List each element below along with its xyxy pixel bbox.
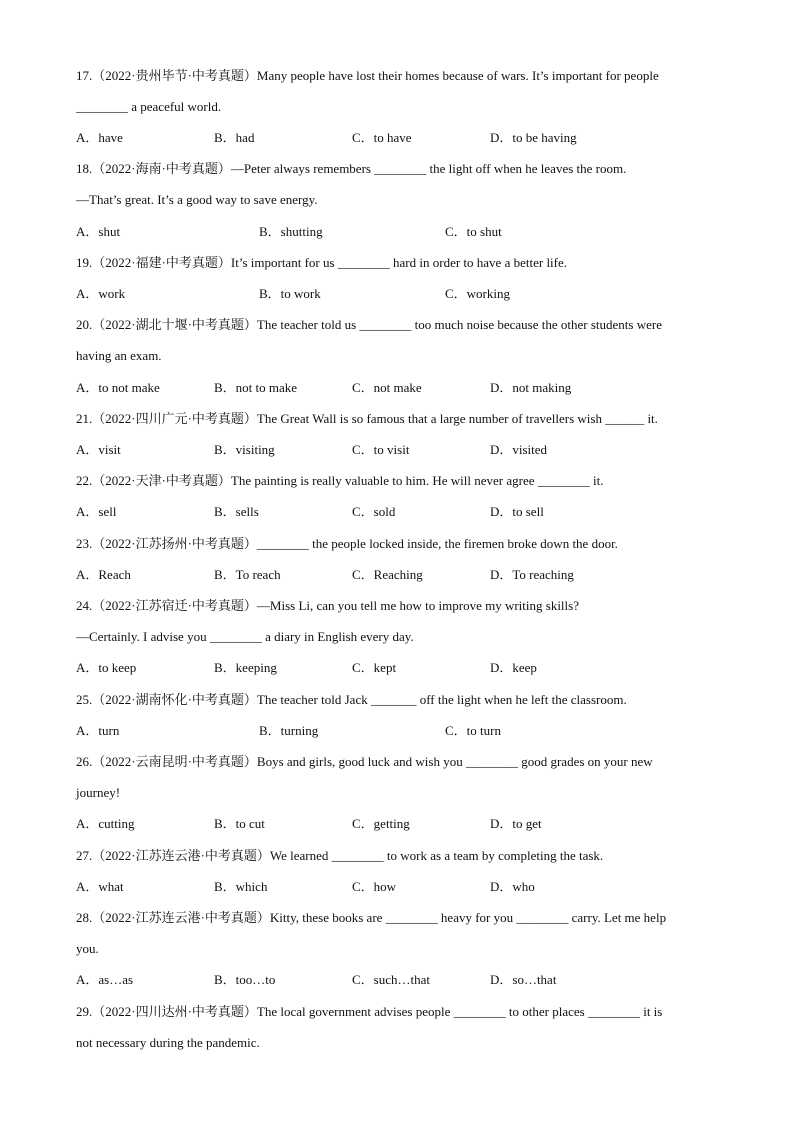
question-28-option-d: D．so…that xyxy=(490,972,557,987)
question-25-option-a: A．turn xyxy=(76,723,120,738)
question-24-option-d: D．keep xyxy=(490,660,537,675)
question-18-option-b: B．shutting xyxy=(259,224,323,239)
question-23-option-c: C．Reaching xyxy=(352,567,423,582)
question-27-option-d: D．who xyxy=(490,879,535,894)
question-28-option-c: C．such…that xyxy=(352,972,430,987)
question-18-option-c: C．to shut xyxy=(445,224,502,239)
question-18-stem-line-2: —That’s great. It’s a good way to save energy. xyxy=(76,192,318,207)
question-22-option-a: A．sell xyxy=(76,504,117,519)
question-21-option-d: D．visited xyxy=(490,442,548,457)
question-22-option-d: D．to sell xyxy=(490,504,544,519)
question-23-option-b: B．To reach xyxy=(214,567,281,582)
question-24-option-b: B．keeping xyxy=(214,660,277,675)
question-26-stem-line-1: 26.（2022·云南昆明·中考真题）Boys and girls, good luck and wish you ________ good grades on your new xyxy=(76,754,653,769)
question-20-option-b: B．not to make xyxy=(214,380,298,395)
question-21-option-b: B．visiting xyxy=(214,442,275,457)
question-25-stem-line-1: 25.（2022·湖南怀化·中考真题）The teacher told Jack _______ off the light when he left the classroom. xyxy=(76,692,627,707)
question-17-option-a: A．have xyxy=(76,130,123,145)
question-23-option-a: A．Reach xyxy=(76,567,131,582)
question-26-option-b: B．to cut xyxy=(214,816,265,831)
question-21-option-c: C．to visit xyxy=(352,442,410,457)
question-19-stem-line-1: 19.（2022·福建·中考真题）It’s important for us ________ hard in order to have a better life. xyxy=(76,255,568,270)
question-26-option-d: D．to get xyxy=(490,816,542,831)
question-17-stem-line-1: 17.（2022·贵州毕节·中考真题）Many people have lost their homes because of wars. It’s important for people xyxy=(76,68,659,83)
question-24-stem-line-1: 24.（2022·江苏宿迁·中考真题）—Miss Li, can you tell me how to improve my writing skills? xyxy=(76,598,579,613)
question-27-option-c: C．how xyxy=(352,879,397,894)
question-17-stem-line-2: ________ a peaceful world. xyxy=(76,99,222,114)
question-22-option-c: C．sold xyxy=(352,504,396,519)
question-25-option-c: C．to turn xyxy=(445,723,501,738)
question-28-option-a: A．as…as xyxy=(76,972,134,987)
question-22-stem-line-1: 22.（2022·天津·中考真题）The painting is really valuable to him. He will never agree ________ it. xyxy=(76,473,604,488)
question-22-option-b: B．sells xyxy=(214,504,259,519)
question-27-option-b: B．which xyxy=(214,879,268,894)
question-21-option-a: A．visit xyxy=(76,442,121,457)
question-28-stem-line-1: 28.（2022·江苏连云港·中考真题）Kitty, these books are ________ heavy for you ________ carry. Let me help xyxy=(76,910,667,925)
question-20-option-a: A．to not make xyxy=(76,380,160,395)
question-24-option-c: C．kept xyxy=(352,660,397,675)
question-19-option-c: C．working xyxy=(445,286,511,301)
question-29-stem-line-1: 29.（2022·四川达州·中考真题）The local government advises people ________ to other places ________ it is xyxy=(76,1004,663,1019)
question-20-option-d: D．not making xyxy=(490,380,572,395)
question-28-option-b: B．too…to xyxy=(214,972,276,987)
question-26-option-a: A．cutting xyxy=(76,816,135,831)
question-24-option-a: A．to keep xyxy=(76,660,137,675)
question-25-option-b: B．turning xyxy=(259,723,319,738)
question-18-option-a: A．shut xyxy=(76,224,121,239)
question-17-option-d: D．to be having xyxy=(490,130,577,145)
question-18-stem-line-1: 18.（2022·海南·中考真题）—Peter always remembers ________ the light off when he leaves the room. xyxy=(76,161,627,176)
question-26-stem-line-2: journey! xyxy=(76,785,121,800)
question-19-option-a: A．work xyxy=(76,286,126,301)
question-28-stem-line-2: you. xyxy=(76,941,99,956)
question-17-option-b: B．had xyxy=(214,130,255,145)
question-21-stem-line-1: 21.（2022·四川广元·中考真题）The Great Wall is so famous that a large number of travellers wish ______ it. xyxy=(76,411,658,426)
question-23-stem-line-1: 23.（2022·江苏扬州·中考真题）________ the people locked inside, the firemen broke down the door. xyxy=(76,536,618,551)
question-20-stem-line-1: 20.（2022·湖北十堰·中考真题）The teacher told us ________ too much noise because the other students were xyxy=(76,317,662,332)
question-20-option-c: C．not make xyxy=(352,380,422,395)
question-27-option-a: A．what xyxy=(76,879,124,894)
question-29-stem-line-2: not necessary during the pandemic. xyxy=(76,1035,260,1050)
question-20-stem-line-2: having an exam. xyxy=(76,348,162,363)
question-24-stem-line-2: —Certainly. I advise you ________ a diary in English every day. xyxy=(76,629,414,644)
question-17-option-c: C．to have xyxy=(352,130,412,145)
question-27-stem-line-1: 27.（2022·江苏连云港·中考真题）We learned ________ to work as a team by completing the task. xyxy=(76,848,604,863)
question-26-option-c: C．getting xyxy=(352,816,410,831)
question-23-option-d: D．To reaching xyxy=(490,567,574,582)
question-19-option-b: B．to work xyxy=(259,286,321,301)
